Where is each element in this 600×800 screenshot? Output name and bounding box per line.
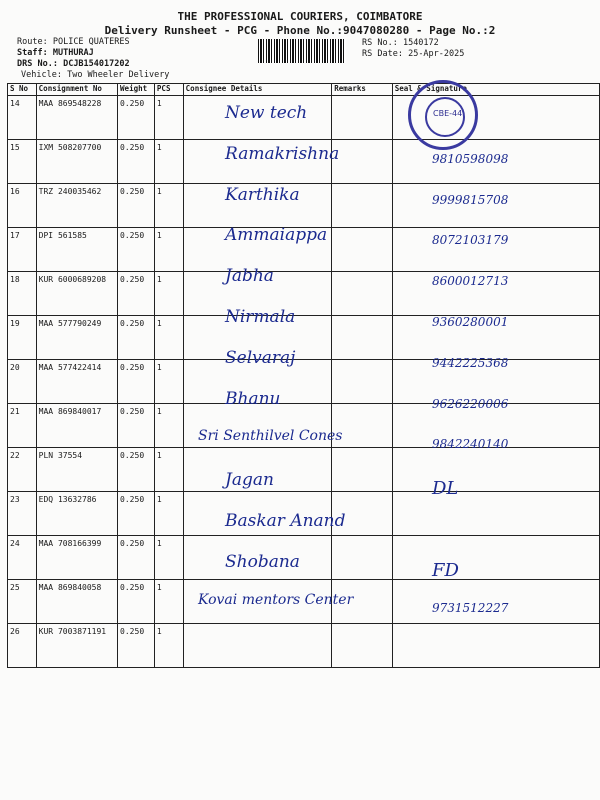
col-pcs: PCS — [154, 84, 183, 96]
weight-cell: 0.250 — [118, 96, 155, 140]
consignment-no-cell: DPI 561585 — [36, 228, 117, 272]
rs-no-line — [362, 38, 464, 49]
remarks-cell — [332, 96, 392, 140]
handwritten-signature: 9360280001 — [432, 315, 509, 329]
barcode — [258, 39, 346, 63]
pcs-cell: 1 — [154, 96, 183, 140]
runsheet-subtitle: Delivery Runsheet - PCG - Phone No.:9047080280 - Page No.:2 — [104, 24, 496, 37]
col-consignee-details: Consignee Details — [183, 84, 332, 96]
seal-text: CBE-44 — [433, 109, 463, 118]
sno-cell: 19 — [8, 316, 37, 360]
consignment-no-cell: MAA 869548228 — [36, 96, 117, 140]
signature-cell — [392, 448, 599, 492]
sno-cell: 25 — [8, 580, 37, 624]
staff-value: MUTHURAJ — [52, 48, 94, 58]
handwritten-signature: 9442225368 — [432, 355, 509, 370]
sno-cell: 15 — [8, 140, 37, 184]
handwritten-signature: 9842240140 — [432, 437, 509, 452]
handwritten-consignee: Baskar Anand — [225, 511, 346, 531]
weight-cell: 0.250 — [118, 316, 155, 360]
table-row — [8, 624, 600, 668]
weight-cell: 0.250 — [118, 448, 155, 492]
handwritten-signature: DL — [432, 478, 459, 500]
signature-cell — [392, 624, 599, 668]
remarks-cell — [332, 184, 392, 228]
route-label: Route: — [17, 37, 48, 47]
signature-cell — [392, 536, 599, 580]
rs-no-label: RS No.: — [362, 38, 398, 48]
courier-seal-stamp — [408, 80, 478, 150]
handwritten-signature: 8072103179 — [432, 233, 509, 248]
remarks-cell — [332, 360, 392, 404]
pcs-cell: 1 — [154, 360, 183, 404]
pcs-cell: 1 — [154, 316, 183, 360]
runsheet-table — [7, 83, 600, 668]
remarks-cell — [332, 448, 392, 492]
handwritten-signature: 9810598098 — [432, 151, 509, 166]
consignment-no-cell: MAA 708166399 — [36, 536, 117, 580]
remarks-cell — [332, 316, 392, 360]
consignment-no-cell: MAA 577422414 — [36, 360, 117, 404]
pcs-cell: 1 — [154, 140, 183, 184]
rs-no-value: 1540172 — [402, 38, 439, 48]
pcs-cell: 1 — [154, 184, 183, 228]
handwritten-consignee: Karthika — [225, 184, 300, 205]
col-remarks: Remarks — [332, 84, 392, 96]
consignment-no-cell: TRZ 240035462 — [36, 184, 117, 228]
handwritten-consignee: Selvaraj — [225, 347, 296, 368]
handwritten-consignee: New tech — [225, 103, 308, 123]
col-sno: S No — [8, 84, 37, 96]
remarks-cell — [332, 140, 392, 184]
weight-cell: 0.250 — [118, 580, 155, 624]
consignment-no-cell: MAA 869840017 — [36, 404, 117, 448]
staff-label: Staff: — [17, 48, 48, 58]
handwritten-consignee: Nirmala — [225, 307, 296, 327]
table-row — [8, 184, 600, 228]
pcs-cell: 1 — [154, 536, 183, 580]
handwritten-consignee: Ramakrishna — [225, 143, 340, 164]
sno-cell: 26 — [8, 624, 37, 668]
vehicle-line — [21, 70, 169, 81]
consignment-no-cell: IXM 508207700 — [36, 140, 117, 184]
weight-cell: 0.250 — [118, 624, 155, 668]
handwritten-consignee: Sri Senthilvel Cones — [198, 428, 343, 445]
handwritten-consignee: Jabha — [225, 266, 274, 287]
weight-cell: 0.250 — [118, 272, 155, 316]
table-row — [8, 272, 600, 316]
vehicle-label: Vehicle: — [21, 70, 62, 80]
consignment-no-cell: EDQ 13632786 — [36, 492, 117, 536]
consignment-no-cell: MAA 869840058 — [36, 580, 117, 624]
vehicle-value: Two Wheeler Delivery — [67, 70, 170, 80]
handwritten-signature: FD — [432, 559, 459, 581]
pcs-cell: 1 — [154, 404, 183, 448]
consignment-no-cell: MAA 577790249 — [36, 316, 117, 360]
route-value: POLICE QUATERES — [52, 37, 130, 47]
runsheet-meta-left — [17, 37, 169, 81]
consignment-no-cell: KUR 7003871191 — [36, 624, 117, 668]
pcs-cell: 1 — [154, 448, 183, 492]
drs-value: DCJB154017202 — [63, 59, 130, 69]
weight-cell: 0.250 — [118, 184, 155, 228]
table-header-row — [8, 84, 600, 96]
sno-cell: 23 — [8, 492, 37, 536]
handwritten-consignee: Jagan — [225, 470, 274, 491]
handwritten-consignee: Kovai mentors Center — [198, 591, 354, 608]
route-line — [17, 37, 169, 48]
remarks-cell — [332, 536, 392, 580]
handwritten-consignee: Bhanu — [225, 388, 281, 409]
rs-date-value: 25-Apr-2025 — [408, 49, 465, 59]
sno-cell: 24 — [8, 536, 37, 580]
col-seal-signature: Seal & Signature — [392, 84, 599, 96]
table-row — [8, 536, 600, 580]
weight-cell: 0.250 — [118, 360, 155, 404]
weight-cell: 0.250 — [118, 404, 155, 448]
col-consignment-no: Consignment No — [36, 84, 117, 96]
table-row — [8, 360, 600, 404]
col-weight: Weight — [118, 84, 155, 96]
handwritten-signature: 9731512227 — [432, 600, 509, 615]
handwritten-signature: 9626220006 — [432, 396, 509, 411]
remarks-cell — [332, 272, 392, 316]
handwritten-signature: 8600012713 — [432, 274, 509, 289]
weight-cell: 0.250 — [118, 228, 155, 272]
drs-line — [17, 59, 169, 70]
drs-label: DRS No.: — [17, 59, 58, 69]
consignment-no-cell: KUR 6000689208 — [36, 272, 117, 316]
sno-cell: 21 — [8, 404, 37, 448]
runsheet-meta-right — [362, 38, 464, 60]
handwritten-consignee: Ammaiappa — [225, 225, 328, 246]
remarks-cell — [332, 228, 392, 272]
sno-cell: 22 — [8, 448, 37, 492]
table-row — [8, 316, 600, 360]
sno-cell: 14 — [8, 96, 37, 140]
rs-date-label: RS Date: — [362, 49, 403, 59]
consignee-cell — [183, 624, 332, 668]
weight-cell: 0.250 — [118, 492, 155, 536]
sno-cell: 18 — [8, 272, 37, 316]
staff-line — [17, 48, 169, 59]
company-title: THE PROFESSIONAL COURIERS, COIMBATORE — [177, 10, 423, 23]
sno-cell: 16 — [8, 184, 37, 228]
sno-cell: 20 — [8, 360, 37, 404]
pcs-cell: 1 — [154, 492, 183, 536]
handwritten-consignee: Shobana — [225, 551, 300, 572]
handwritten-signature: 9999815708 — [432, 192, 509, 207]
weight-cell: 0.250 — [118, 140, 155, 184]
pcs-cell: 1 — [154, 624, 183, 668]
sno-cell: 17 — [8, 228, 37, 272]
rs-date-line — [362, 49, 464, 60]
pcs-cell: 1 — [154, 228, 183, 272]
weight-cell: 0.250 — [118, 536, 155, 580]
remarks-cell — [332, 624, 392, 668]
pcs-cell: 1 — [154, 272, 183, 316]
pcs-cell: 1 — [154, 580, 183, 624]
consignment-no-cell: PLN 37554 — [36, 448, 117, 492]
table-row — [8, 448, 600, 492]
signature-cell — [392, 492, 599, 536]
